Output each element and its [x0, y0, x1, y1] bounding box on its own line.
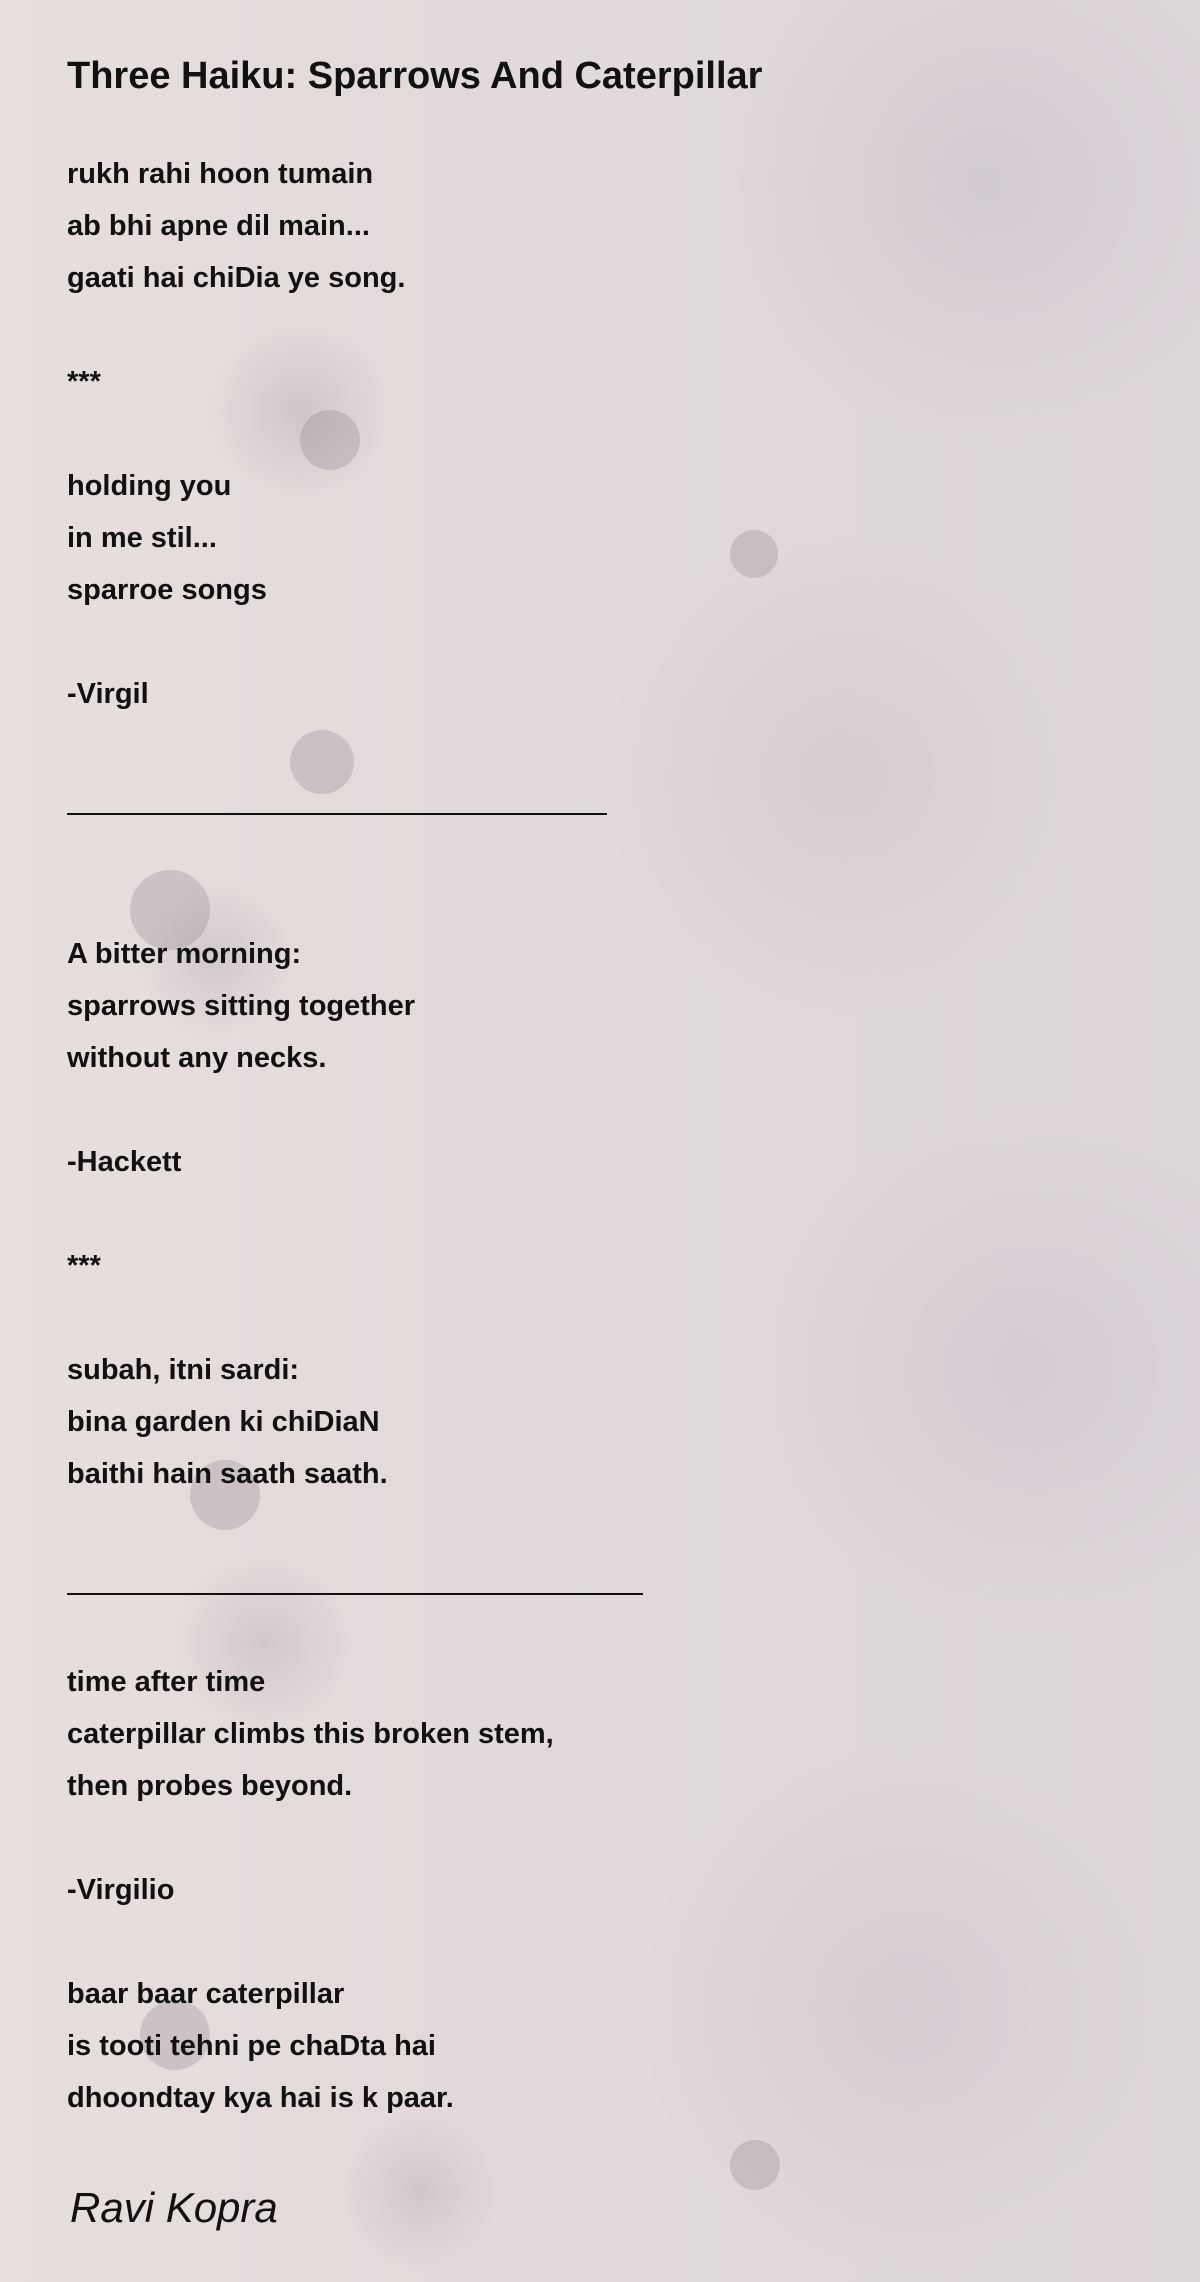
poem-line: baithi hain saath saath. — [67, 1458, 388, 1490]
section-divider — [67, 1593, 643, 1595]
poem-line: holding you — [67, 470, 232, 502]
ink-blot-decoration — [300, 410, 360, 470]
poem-line: without any necks. — [67, 1042, 327, 1074]
poem-line: time after time — [67, 1666, 266, 1698]
poem-line: -Virgilio — [67, 1874, 175, 1906]
poem-line: -Hackett — [67, 1146, 182, 1178]
poem-line: A bitter morning: — [67, 938, 302, 970]
poem-line: sparrows sitting together — [67, 990, 416, 1022]
ink-blot-decoration — [730, 2140, 780, 2190]
poem-line: dhoondtay kya hai is k paar. — [67, 2082, 454, 2114]
ink-blot-decoration — [730, 530, 778, 578]
poem-line: *** — [67, 1250, 101, 1282]
poem-author: Ravi Kopra — [70, 2184, 278, 2231]
ink-blot-decoration — [290, 730, 354, 794]
poem-line: subah, itni sardi: — [67, 1354, 300, 1386]
poem-line: in me stil... — [67, 522, 217, 554]
poem-line: -Virgil — [67, 678, 149, 710]
poem-line: gaati hai chiDia ye song. — [67, 262, 406, 294]
poem-line: caterpillar climbs this broken stem, — [67, 1718, 554, 1750]
poem-line: then probes beyond. — [67, 1770, 353, 1802]
poem-line: *** — [67, 366, 101, 398]
poem-line: rukh rahi hoon tumain — [67, 158, 374, 190]
poem-line: baar baar caterpillar — [67, 1978, 345, 2010]
poem-line: is tooti tehni pe chaDta hai — [67, 2030, 436, 2062]
poem-line: sparroe songs — [67, 574, 267, 606]
poem-line: ab bhi apne dil main... — [67, 210, 370, 242]
poem-line: bina garden ki chiDiaN — [67, 1406, 380, 1438]
poem-title: Three Haiku: Sparrows And Caterpillar — [67, 55, 763, 97]
section-divider — [67, 813, 607, 815]
